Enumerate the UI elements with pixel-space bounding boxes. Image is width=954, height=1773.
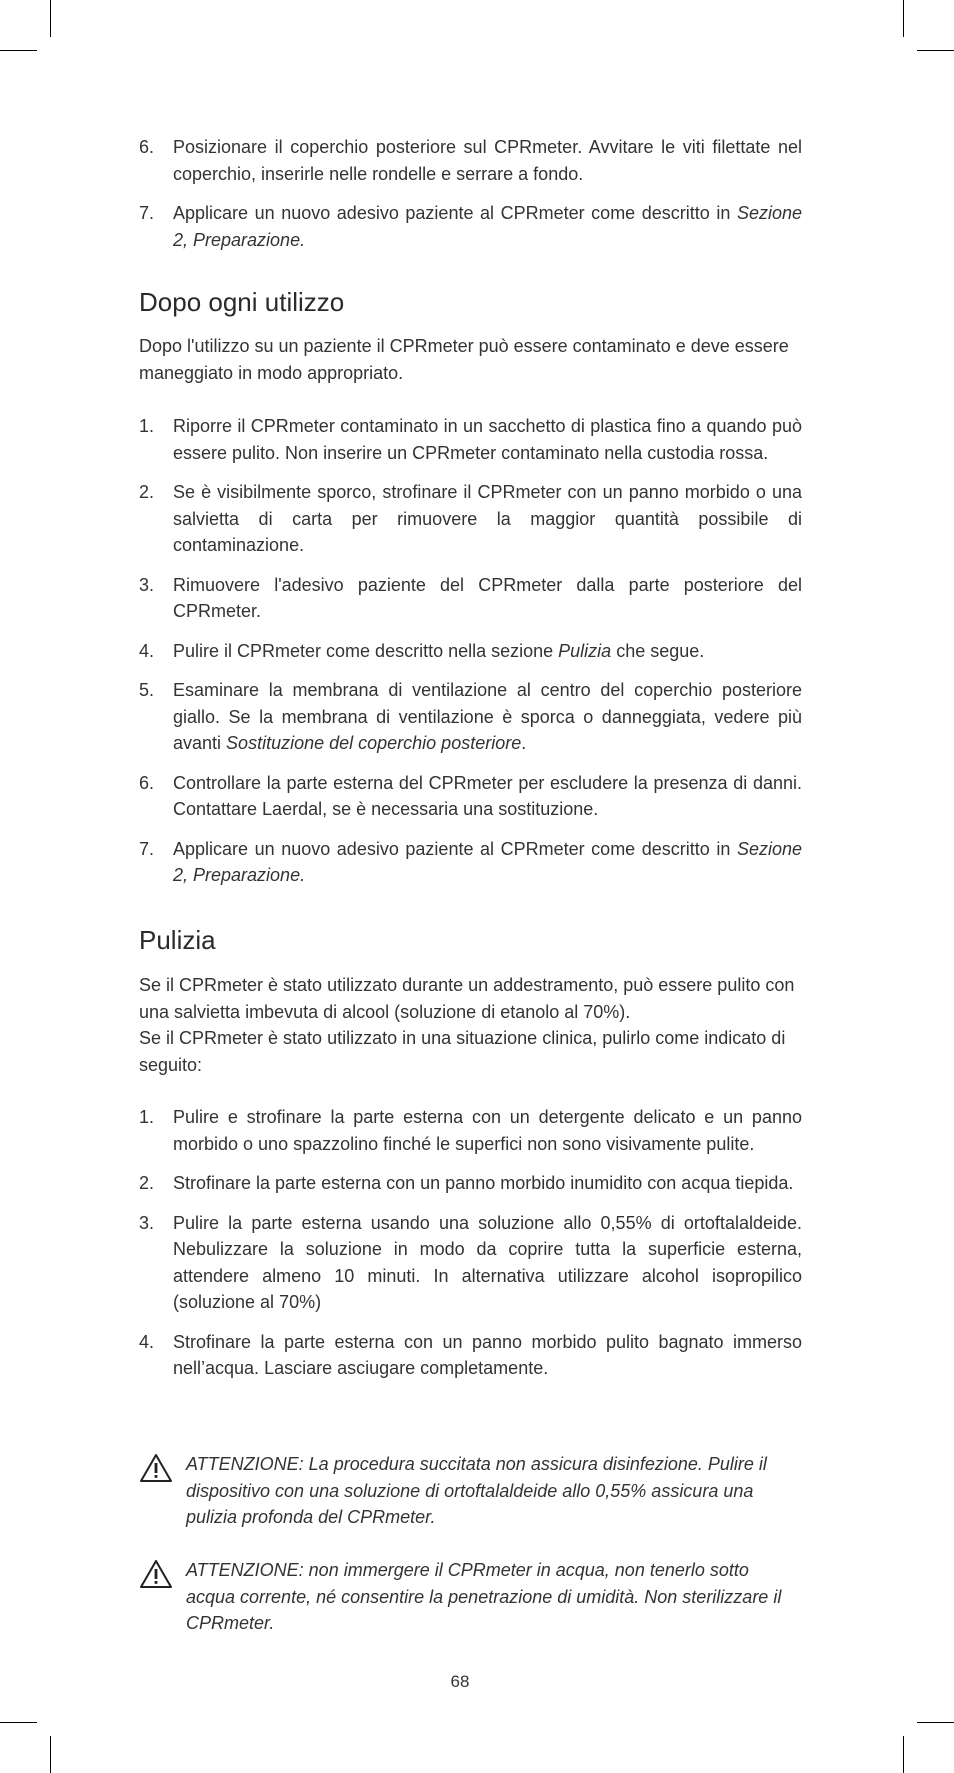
warning-triangle-icon bbox=[139, 1453, 173, 1483]
item-number: 3. bbox=[139, 1212, 155, 1233]
list-item bbox=[139, 479, 802, 559]
after-use-intro: Dopo l'utilizzo su un paziente il CPRmeter può essere contaminato e deve essere maneggiato in modo appropriato. bbox=[139, 336, 789, 383]
caution-text: ATTENZIONE: non immergere il CPRmeter in acqua, non tenerlo sotto acqua corrente, né consentire la penetrazione di umidità. Non sterilizzare il CPRmeter. bbox=[186, 1560, 782, 1633]
continued-steps-list bbox=[139, 134, 802, 266]
item-text: Applicare un nuovo adesivo paziente al CPRmeter come descritto in bbox=[173, 203, 737, 223]
list-item bbox=[139, 677, 802, 757]
crop-mark bbox=[903, 0, 904, 37]
item-number: 3. bbox=[139, 574, 155, 595]
item-text: Strofinare la parte esterna con un panno morbido pulito bagnato immerso nell’acqua. Lasciare asciugare completamente. bbox=[173, 1331, 802, 1378]
item-italic-ref: Sezione 2, Preparazione. bbox=[173, 838, 802, 885]
cleaning-intro-clinical: Se il CPRmeter è stato utilizzato in una situazione clinica, pulirlo come indicato di seguito: bbox=[139, 1028, 786, 1075]
item-text: Applicare un nuovo adesivo paziente al CPRmeter come descritto in bbox=[173, 838, 737, 859]
item-text: Esaminare la membrana di ventilazione al centro del coperchio posteriore giallo. Se la membrana di ventilazione è sporca o danneggiata, vedere più avanti bbox=[173, 680, 802, 753]
item-text-tail: . bbox=[521, 733, 527, 753]
section-heading-after-use: Dopo ogni utilizzo bbox=[139, 287, 345, 317]
item-number: 4. bbox=[139, 640, 155, 661]
crop-mark bbox=[903, 1736, 904, 1773]
item-text: Posizionare il coperchio posteriore sul CPRmeter. Avvitare le viti filettate nel coperchio, inserirle nelle rondelle e serrare a fondo. bbox=[173, 137, 802, 184]
item-text: Riporre il CPRmeter contaminato in un sacchetto di plastica fino a quando può essere pulito. Non inserire un CPRmeter contaminato nella custodia rossa. bbox=[173, 416, 802, 463]
crop-mark bbox=[50, 1736, 51, 1773]
list-item bbox=[139, 200, 802, 253]
list-item bbox=[139, 638, 802, 665]
item-number: 4. bbox=[139, 1331, 155, 1352]
crop-mark bbox=[0, 1722, 37, 1723]
list-item bbox=[139, 770, 802, 823]
item-text: Se è visibilmente sporco, strofinare il CPRmeter con un panno morbido o una salvietta di carta per rimuovere la maggior quantità possibile di contaminazione. bbox=[173, 482, 802, 555]
cleaning-intro-training: Se il CPRmeter è stato utilizzato durante un addestramento, può essere pulito con una salvietta imbevuta di alcool (soluzione di etanolo al 70%). bbox=[139, 975, 795, 1022]
section-heading-cleaning: Pulizia bbox=[139, 925, 216, 955]
list-item bbox=[139, 134, 802, 187]
item-text: Pulire la parte esterna usando una soluzione allo 0,55% di ortoftalaldeide. Nebulizzare la soluzione in modo da coprire tutta la superficie esterna, attendere almeno 10 minuti. In alternativa utilizzare alcohol isopropilico (soluzione al 70%) bbox=[173, 1212, 802, 1312]
item-text: Pulire il CPRmeter come descritto nella sezione bbox=[173, 640, 559, 661]
warning-triangle-icon bbox=[139, 1559, 173, 1589]
item-number: 2. bbox=[139, 482, 155, 502]
item-italic-ref: Sostituzione del coperchio posteriore bbox=[226, 733, 522, 753]
list-item bbox=[139, 1210, 802, 1316]
cleaning-steps-list bbox=[139, 1104, 802, 1395]
item-italic-ref: Pulizia bbox=[558, 640, 612, 661]
list-item bbox=[139, 1104, 802, 1157]
item-text-tail: che segue. bbox=[611, 640, 705, 661]
caution-note bbox=[139, 1557, 802, 1637]
list-item bbox=[139, 1329, 802, 1382]
item-number: 6. bbox=[139, 137, 155, 157]
crop-mark bbox=[917, 1722, 954, 1723]
item-number: 2. bbox=[139, 1173, 155, 1193]
item-text: Rimuovere l'adesivo paziente del CPRmeter dalla parte posteriore del CPRmeter. bbox=[173, 574, 802, 621]
crop-mark bbox=[50, 0, 51, 37]
caution-text: ATTENZIONE: La procedura succitata non assicura disinfezione. Pulire il dispositivo con una soluzione di ortoftalaldeide allo 0,55% assicura una pulizia profonda del CPRmeter. bbox=[186, 1454, 767, 1527]
item-text: Pulire e strofinare la parte esterna con un detergente delicato e un panno morbido o uno spazzolino finché le superfici non sono visivamente pulite. bbox=[173, 1107, 802, 1154]
after-use-steps-list bbox=[139, 413, 802, 902]
list-item bbox=[139, 413, 802, 466]
item-text: Strofinare la parte esterna con un panno morbido inumidito con acqua tiepida. bbox=[173, 1173, 794, 1193]
item-number: 5. bbox=[139, 680, 155, 700]
item-text: Controllare la parte esterna del CPRmeter per escludere la presenza di danni. Contattare Laerdal, se è necessaria una sostituzione. bbox=[173, 772, 802, 819]
item-number: 1. bbox=[139, 416, 155, 436]
page-number: 68 bbox=[450, 1672, 470, 1691]
list-item bbox=[139, 572, 802, 625]
list-item bbox=[139, 1170, 802, 1197]
item-number: 1. bbox=[139, 1107, 155, 1127]
list-item bbox=[139, 836, 802, 889]
crop-mark bbox=[917, 50, 954, 51]
item-italic-ref: Sezione 2, Preparazione. bbox=[173, 203, 802, 250]
crop-mark bbox=[0, 50, 37, 51]
item-number: 7. bbox=[139, 838, 155, 859]
item-number: 6. bbox=[139, 772, 155, 793]
item-number: 7. bbox=[139, 203, 155, 223]
caution-note bbox=[139, 1451, 802, 1531]
